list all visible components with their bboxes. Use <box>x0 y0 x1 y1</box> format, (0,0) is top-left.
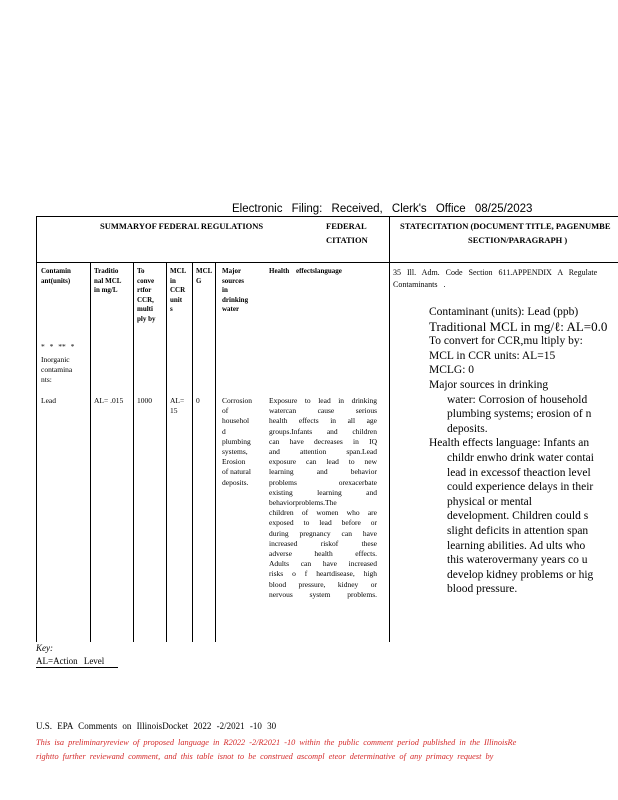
colhdr-contaminant: Contamin ant(units) <box>41 267 71 285</box>
header-state-1: STATECITATION (DOCUMENT TITLE, PAGENUMBE <box>400 221 611 231</box>
header-federal-1: FEDERAL <box>326 221 367 231</box>
line-9: Health effects language: Infants an <box>429 437 590 450</box>
line-14: development. Children could s <box>447 510 589 523</box>
header-federal-2: CITATION <box>326 235 368 245</box>
stars: * * ** * <box>41 342 75 351</box>
table-header-bottom-border <box>36 262 618 263</box>
row-lead-mcl: AL= .015 <box>94 396 124 405</box>
table-top-border <box>36 216 618 217</box>
key-underline <box>36 667 118 668</box>
table-left-border <box>36 216 37 642</box>
line-7: plumbing systems; erosion of n <box>447 408 592 421</box>
row-lead-health: Exposure to lead in drinking watercan cause serious health effects in all age groups.Infants and children can have decreases in IQ and attention span.Lead exposure can lead to new learning and behavior problems orexacerbate existing learning and behaviorproblems.The children of women who are exposed to lead before or during pregnancy can have increased riskof these adverse health effects. Adults can have increased risks o f heartdisease, high blood pressure, kidney or nervous system problems. <box>269 396 377 599</box>
col-divider-state <box>389 216 390 642</box>
line-1: Traditional MCL in mg/ℓ: AL=0.0 <box>429 318 608 334</box>
header-state-2: SECTION/PARAGRAPH ) <box>468 235 568 245</box>
colhdr-traditional: Traditio nal MCL in mg/L <box>94 267 122 295</box>
footer-disclaimer <box>36 736 516 764</box>
state-citation-2: Contaminants . <box>393 280 446 289</box>
key-text: AL=Action Level <box>36 656 105 666</box>
footer-disclaimer-line1: This isa preliminaryreview of proposed language in R2022 -2/R2021 -10 within the public comment period published in the IllinoisRe <box>36 738 517 747</box>
colhdr-sources: Major sources in drinking water <box>222 267 249 314</box>
state-description <box>429 305 618 597</box>
line-18: develop kidney problems or hig <box>447 568 594 581</box>
line-15: slight deficits in attention span <box>447 524 589 537</box>
col-divider-5 <box>215 262 216 642</box>
line-11: lead in excessof theaction level <box>447 466 591 479</box>
colhdr-mclg: MCL G <box>196 267 213 285</box>
line-3: MCL in CCR units: AL=15 <box>429 349 556 362</box>
state-citation: 35 Ill. Adm. Code Section 611.APPENDIX A Regulate <box>393 268 598 277</box>
col-divider-1 <box>90 262 91 642</box>
line-0: Contaminant (units): Lead (ppb) <box>429 306 579 318</box>
key-label: Key: <box>36 643 53 653</box>
line-6: water: Corrosion of household <box>447 393 588 406</box>
footer-citation: U.S. EPA Comments on IllinoisDocket 2022 -2/2021 -10 30 <box>36 721 277 731</box>
row-lead-ccr: AL= 15 <box>170 396 185 416</box>
line-2: To convert for CCR,mu ltiply by: <box>429 335 583 348</box>
row-lead-sources: Corrosion of househol d plumbing systems, Erosion of natural deposits. <box>222 396 252 487</box>
group-label: Inorganic contamina nts: <box>41 355 73 385</box>
line-17: this waterovermany years co u <box>447 554 588 567</box>
col-divider-2 <box>133 262 134 642</box>
row-lead-mclg: 0 <box>196 396 200 405</box>
colhdr-health: Health effectslanguage <box>269 267 342 275</box>
line-12: could experience delays in their <box>447 481 594 494</box>
footer-disclaimer-line2: rightto further reviewand comment, and this table isnot to be construed ascompl eteor determinative of any primacy request by <box>36 752 494 761</box>
colhdr-convert: To conve rtfor CCR, multi ply by <box>137 267 156 323</box>
row-lead-name: Lead <box>41 396 56 405</box>
line-4: MCLG: 0 <box>429 364 475 377</box>
line-5: Major sources in drinking <box>429 378 549 391</box>
line-13: physical or mental <box>447 495 532 508</box>
col-divider-3 <box>166 262 167 642</box>
filing-stamp: Electronic Filing: Received, Clerk's Office 08/25/2023 <box>232 203 533 215</box>
header-summary: SUMMARYOF FEDERAL REGULATIONS <box>100 221 264 231</box>
line-8: deposits. <box>447 422 488 435</box>
row-lead-factor: 1000 <box>137 396 152 405</box>
colhdr-mcl-ccr: MCL in CCR unit s <box>170 267 187 314</box>
line-19: blood pressure. <box>447 583 518 596</box>
col-divider-4 <box>192 262 193 642</box>
line-16: learning abilities. Ad ults who <box>447 539 586 552</box>
line-10: childr enwho drink water contai <box>447 451 594 464</box>
